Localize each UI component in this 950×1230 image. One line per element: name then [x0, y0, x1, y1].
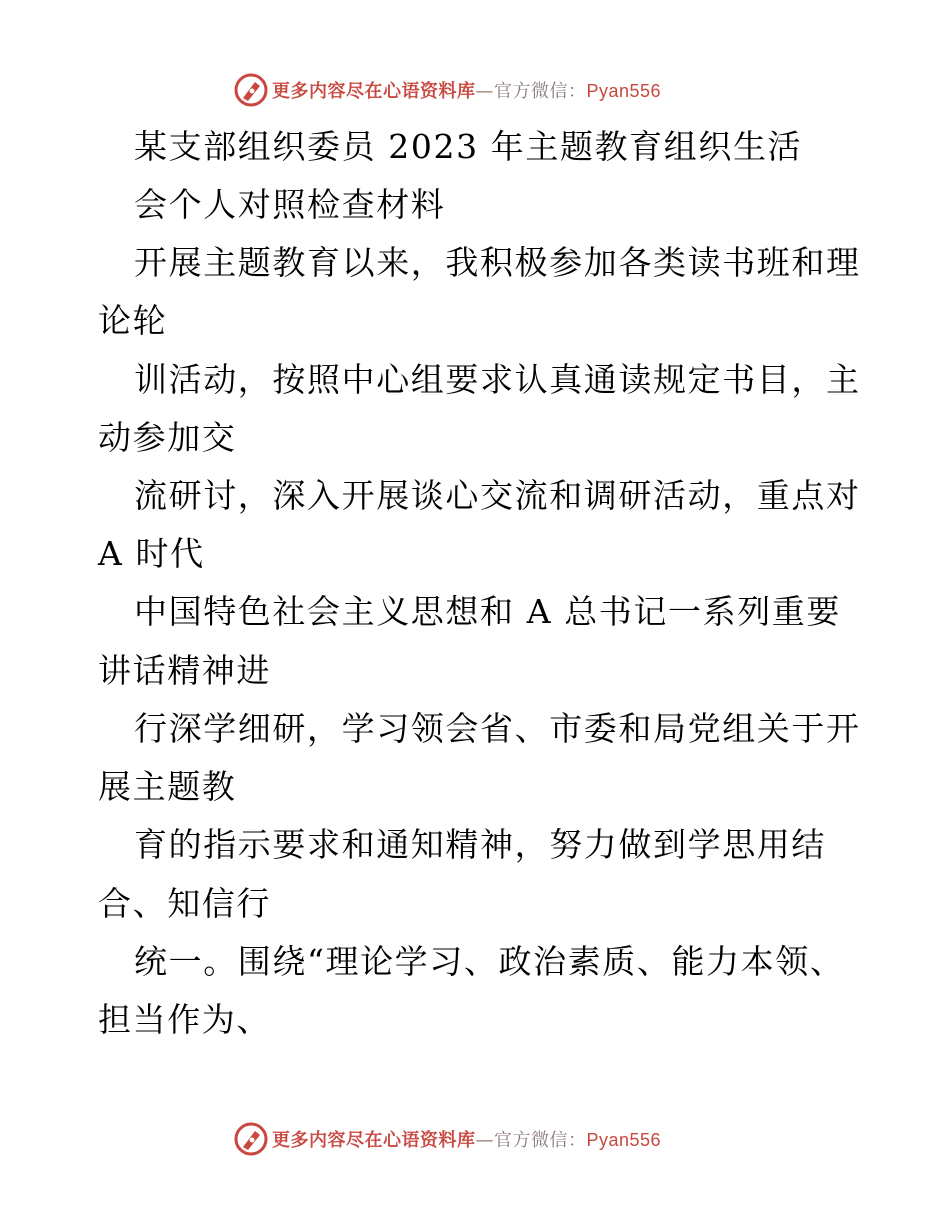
title-line-2: 会个人对照检查材料 — [134, 185, 446, 224]
paragraph-line: 行深学细研，学习领会省、市委和局党组关于开 — [134, 709, 861, 748]
paragraph-line: 合、知信行 — [98, 884, 271, 923]
paragraph-line: 统一。围绕“理论学习、政治素质、能力本领、 — [134, 942, 845, 981]
watermark-wechat-label: 官方微信： — [494, 81, 587, 102]
paragraph-line: 担当作为、 — [98, 1000, 271, 1039]
paragraph-line: A 时代 — [98, 534, 205, 573]
paragraph-line: 中国特色社会主义思想和 A 总书记一系列重要 — [134, 592, 842, 631]
pen-logo-icon — [233, 1121, 269, 1157]
paragraph-line: 展主题教 — [98, 767, 237, 806]
title-line-1: 某支部组织委员 2023 年主题教育组织生活 — [134, 127, 803, 166]
paragraph-line: 动参加交 — [98, 418, 237, 457]
pen-logo-icon — [233, 72, 269, 108]
header-watermark — [0, 70, 950, 110]
paragraph-line: 流研讨，深入开展谈心交流和调研活动，重点对 — [134, 476, 861, 515]
watermark-brand: 更多内容尽在心语资料库 — [272, 81, 476, 102]
paragraph-line: 育的指示要求和通知精神，努力做到学思用结 — [134, 825, 826, 864]
watermark-wechat-label: 官方微信： — [494, 1130, 587, 1151]
paragraph-line: 讲话精神进 — [98, 651, 271, 690]
paragraph-line: 开展主题教育以来，我积极参加各类读书班和理 — [134, 243, 861, 282]
watermark-brand: 更多内容尽在心语资料库 — [272, 1130, 476, 1151]
paragraph-line: 训活动，按照中心组要求认真通读规定书目，主 — [134, 360, 861, 399]
footer-watermark — [0, 1119, 950, 1159]
watermark-wechat-id: Pyan556 — [586, 1130, 662, 1150]
paragraph-line: 论轮 — [98, 301, 168, 340]
watermark-separator: — — [475, 1130, 494, 1151]
watermark-wechat-id: Pyan556 — [586, 81, 662, 101]
watermark-separator: — — [475, 81, 494, 102]
